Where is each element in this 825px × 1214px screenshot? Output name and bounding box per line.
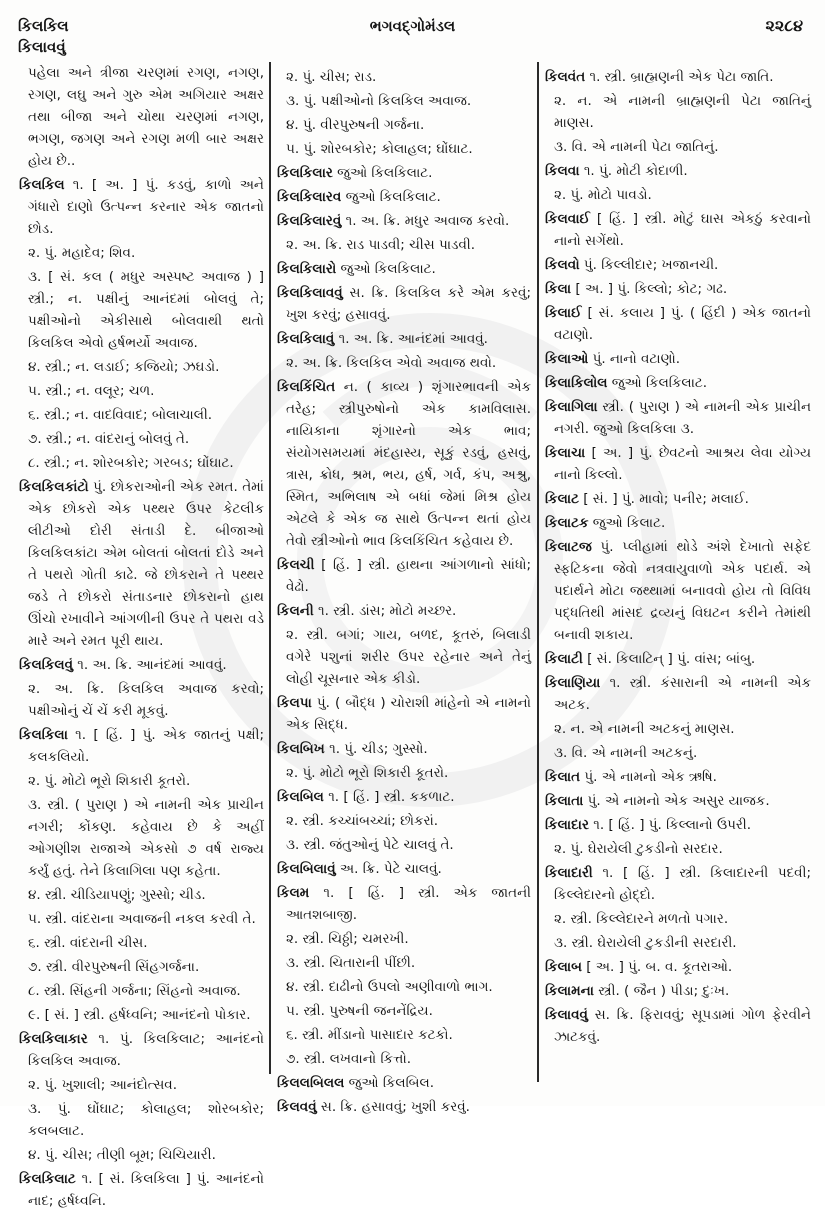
column-2 bbox=[277, 66, 531, 1120]
dictionary-entry bbox=[545, 66, 811, 88]
definition-text: પું. એ નામનો એક ઋષિ. bbox=[584, 769, 717, 785]
headword: કિલવવું bbox=[277, 1099, 317, 1115]
sense-item: ૪. સ્ત્રી. દાઢીનો ઉપલો અણીવાળો ભાગ. bbox=[286, 979, 493, 995]
headword: કિલાટ bbox=[545, 491, 579, 507]
sense-item: ૨. સ્ત્રી. ચિઠ્ઠી; ચમરખી. bbox=[286, 931, 409, 947]
headword: કિલવાઈ bbox=[545, 211, 590, 227]
definition-text: [ સં. ] પું. માવો; પનીર; મલાઈ. bbox=[583, 491, 749, 507]
dictionary-entry bbox=[545, 208, 811, 252]
headword: કિલકિંચિત bbox=[277, 379, 336, 395]
sense-item: ૨. અ. ક્રિ. રાડ પાડવી; ચીસ પાડવી. bbox=[286, 237, 476, 253]
headword: કિલાદારી bbox=[545, 865, 593, 881]
sense-item: ૯. [ સં. ] સ્ત્રી. હર્ષધ્વનિ; આનંદનો પોકાર. bbox=[28, 1007, 251, 1023]
dictionary-entry bbox=[19, 174, 264, 240]
headword: કિલબિલાવું bbox=[277, 861, 336, 877]
sense-item: ૮. સ્ત્રી. સિંહની ગર્જના; સિંહનો અવાજ. bbox=[28, 983, 241, 999]
dictionary-entry bbox=[19, 1168, 264, 1212]
definition-text: પું. પ્લીહામાં થોડે અંશે દેખાતો સફેદ સ્ફટિકના જેવો નત્રવાયુવાળો એક પદાર્થ. એ પદાર્થને મોટા જથ્થામાં બનાવવો હોય તો વિવિધ પદ્ધતિથી માંસદ દ્રવ્યનું વિઘટન કરીને તેમાંથી બનાવી શકાય. bbox=[554, 539, 811, 643]
sense-item: ૩. સ્ત્રી. ( પુરાણ ) એ નામની એક પ્રાચીન નગરી; કોંકણ. કહેવાય છે કે અહીં ઓગણીશ રાજાએ એકસો ૭ વર્ષ રાજ્ય કર્યું હતું. તેને કિલાગિલા પણ કહેતા. bbox=[28, 797, 264, 879]
definition-text: ૧. સ્ત્રી. કંસારાની એ નામની એક અટક. bbox=[554, 675, 812, 713]
headword: કિલની bbox=[277, 603, 314, 619]
sense-item: ૨. પું. મહાદેવ; શિવ. bbox=[28, 245, 136, 261]
sense-item: ૪. પું. વીરપુરુષની ગર્જના. bbox=[286, 117, 425, 133]
definition-text: [ સં. કલાય ] પું. ( હિંદી ) એક જાતનો વટાણો. bbox=[554, 305, 812, 343]
dictionary-entry bbox=[545, 814, 811, 836]
definition-text: [ અ. ] પું. કિલ્લો; કોટ; ગઢ. bbox=[575, 281, 728, 297]
column-divider bbox=[269, 62, 271, 1074]
definition-text: પું. કિલ્લીદાર; ખજાનચી. bbox=[583, 257, 719, 273]
cross-reference: જુઓ કિલબિલ. bbox=[348, 1075, 435, 1091]
headword: કિલકિલાવવું bbox=[277, 285, 343, 301]
sense-item: ૪. પું. ચીસ; તીણી બૂમ; ચિચિયારી. bbox=[28, 1147, 216, 1163]
column-divider bbox=[537, 62, 539, 1082]
book-title: ભગવદ્ગોમંડલ bbox=[369, 17, 456, 35]
definition-text: ૧. [ હિં. ] પું. એક જાતનું પક્ષી; કલકલિયો. bbox=[28, 727, 264, 765]
headword: કિલબિખ bbox=[277, 741, 325, 757]
continued-text: પહેલા અને ત્રીજા ચરણમાં રગણ, નગણ, રગણ, લઘુ અને ગુરુ એમ અગિયાર અક્ષર તથા બીજા અને ચોથા ચરણમાં નગણ, ભગણ, જગણ અને રગણ મળી બાર અક્ષર હોય છે.. bbox=[28, 65, 264, 169]
dictionary-entry bbox=[277, 376, 531, 552]
sense-item: ૨. પું. મોટો પાવડો. bbox=[554, 187, 652, 203]
sense-item: ૩. પું. પક્ષીઓનો કિલકિલ અવાજ. bbox=[286, 93, 472, 109]
dictionary-entry bbox=[545, 672, 811, 716]
dictionary-entry bbox=[545, 790, 811, 812]
page-number: ૨૨૮૪ bbox=[765, 16, 803, 35]
dictionary-entry bbox=[277, 210, 531, 232]
cross-reference: જુઓ કિલકિલાટ. bbox=[345, 189, 441, 205]
definition-text: પું. છોકરાઓની એક રમત. તેમાં એક છોકરો એક પથ્થર ઉપર કેટલીક લીટીઓ દોરી સંતાડી દે. બીજાઓ કિલકિલકાંટા એમ બોલતાં બોલતાં દોડે અને તે પથરો ગોતી કાઢે. જે છોકરાને તે પથ્થર જડે તે છોકરો સંતાડનાર છોકરાનો હાથ ઊંચો રખાવીને આંગળીની ઉપર તે પથરા વડે મારે અને રમત પૂરી થાય. bbox=[28, 479, 264, 649]
definition-text: [ અ. ] પું. બ. વ. કૂતરાઓ. bbox=[586, 959, 733, 975]
sense-item: ૬. સ્ત્રી.; ન. વાદવિવાદ; બોલાચાલી. bbox=[28, 407, 213, 423]
running-head-last: કિલાવવું bbox=[18, 38, 66, 56]
dictionary-entry bbox=[19, 476, 264, 652]
definition-text: [ હિં. ] સ્ત્રી. હાથના આંગળાનો સાંધો; વેઢો. bbox=[286, 557, 531, 595]
definition-text: સ. ક્રિ. હસાવવું; ખુશી કરવું. bbox=[320, 1099, 470, 1115]
definition-text: [ હિં. ] સ્ત્રી. મોટું ઘાસ એકઠું કરવાનો નાનો સગેંથો. bbox=[554, 211, 812, 249]
dictionary-entry bbox=[19, 724, 264, 768]
definition-text: ૧. અ. ક્રિ. આનંદમાં આવવું. bbox=[77, 657, 227, 673]
headword: કિલાકિલોલ bbox=[545, 375, 608, 391]
definition-text: ૧. પું. ચીડ; ગુસ્સો. bbox=[329, 741, 428, 757]
sense-item: ૨. ન. એ નામની અટકનું માણસ. bbox=[554, 721, 735, 737]
dictionary-entry bbox=[277, 882, 531, 926]
headword: કિલપા bbox=[277, 695, 312, 711]
sense-item: ૩. સ્ત્રી. ચિતારાની પીંછી. bbox=[286, 955, 416, 971]
sense-item: ૨. પું. મોટો ભૂરો શિકારી કૂતરો. bbox=[286, 765, 449, 781]
definition-text: ૧. [ અ. ] પું. કડવું, કાળો અને ગંધારો દાણો ઉત્પન્ન કરનાર એક જાતનો છોડ. bbox=[28, 177, 264, 237]
headword: કિલમ bbox=[277, 885, 310, 901]
headword: કિલલબિલલ bbox=[277, 1075, 345, 1091]
running-head-first: કિલકિલ bbox=[18, 17, 69, 35]
headword: કિલાટજ bbox=[545, 539, 592, 555]
column-1 bbox=[19, 62, 264, 1214]
headword: કિલા bbox=[545, 281, 572, 297]
definition-text: સ્ત્રી. ( પુરાણ ) એ નામની એક પ્રાચીન નગરી. જુઓ કિલકિલા ૩. bbox=[554, 399, 811, 437]
headword: કિલકિલ bbox=[19, 177, 65, 193]
headword: કિલાણિયા bbox=[545, 675, 601, 691]
sense-item: ૭. સ્ત્રી. લખવાનો કિત્તો. bbox=[286, 1051, 412, 1067]
dictionary-entry bbox=[545, 348, 811, 370]
sense-item: ૬. સ્ત્રી. મીંડાનો પાસાદાર કટકો. bbox=[286, 1027, 453, 1043]
sense-item: ૫. પું. શોરબકોર; કોલાહલ; ઘોંઘાટ. bbox=[286, 141, 473, 157]
dictionary-entry bbox=[277, 162, 531, 184]
sense-item: ૨. અ. ક્રિ. કિલકિલ એવો અવાજ થવો. bbox=[286, 355, 497, 371]
sense-item: ૩. વિ. એ નામની પેટા જાતિનું. bbox=[554, 139, 719, 155]
sense-item: ૩. વિ. એ નામની અટકનું. bbox=[554, 745, 698, 761]
sense-item: ૩. સ્ત્રી. ઘેરાયેલી ટુકડીની સરદારી. bbox=[554, 935, 737, 951]
headword: કિલામના bbox=[545, 983, 594, 999]
dictionary-entry bbox=[277, 328, 531, 350]
dictionary-entry bbox=[545, 442, 811, 486]
definition-text: ૧. સ્ત્રી. ડાંસ; મોટો મચ્છર. bbox=[318, 603, 457, 619]
headword: કિલાવવું bbox=[545, 1007, 588, 1023]
dictionary-entry bbox=[277, 786, 531, 808]
dictionary-entry bbox=[545, 512, 811, 534]
dictionary-entry bbox=[545, 648, 811, 670]
headword: કિલાતા bbox=[545, 793, 584, 809]
headword: કિલાટક bbox=[545, 515, 589, 531]
definition-text: સ્ત્રી. ( જૈન ) પીડા; દુઃખ. bbox=[598, 983, 730, 999]
dictionary-entry bbox=[545, 278, 811, 300]
definition-text: સ. ક્રિ. કિલકિલ કરે એમ કરવું; ખુશ કરવું; હસાવવું. bbox=[286, 285, 531, 323]
dictionary-entry bbox=[277, 554, 531, 598]
dictionary-entry bbox=[545, 372, 811, 394]
sense-item: ૮. સ્ત્રી.; ન. શોરબકોર; ગરબડ; ઘોંઘાટ. bbox=[28, 455, 234, 471]
definition-text: ૧. [ હિં. ] સ્ત્રી. કકળાટ. bbox=[328, 789, 455, 805]
sense-item: ૫. સ્ત્રી. વાંદરાના અવાજની નકલ કરવી તે. bbox=[28, 911, 256, 927]
dictionary-entry bbox=[277, 738, 531, 760]
sense-item: ૫. સ્ત્રી.; ન. વલૂર; ચળ. bbox=[28, 383, 155, 399]
dictionary-entry bbox=[277, 692, 531, 736]
definition-text: સ. ક્રિ. ફિરાવવું; સૂપડામાં ગોળ ફેરવીને ઝાટકવું. bbox=[554, 1007, 811, 1045]
definition-text: ૧. [ સં. કિલકિલા ] પું. આનંદનો નાદ; હર્ષધ્વનિ. bbox=[28, 1171, 264, 1209]
definition-text: ૧. અ. ક્રિ. આનંદમાં આવવું. bbox=[338, 331, 488, 347]
headword: કિલાગિલા bbox=[545, 399, 598, 415]
headword: કિલકિલાકાર bbox=[19, 1031, 88, 1047]
dictionary-entry bbox=[545, 302, 811, 346]
definition-text: ૧. [ હિં. ] સ્ત્રી. કિલાદારની પદવી; કિલ્લેદારનો હોદ્દો. bbox=[554, 865, 811, 903]
dictionary-entry bbox=[545, 536, 811, 646]
sense-item: ૩. [ સં. કલ ( મધુર અસ્પષ્ટ અવાજ ) ] સ્ત્રી.; ન. પક્ષીનું આનંદમાં બોલવું તે; પક્ષીઓનો એકીસાથે બોલવાથી થતો કિલકિલ એવો હર્ષભર્યો અવાજ. bbox=[28, 269, 264, 351]
sense-item: ૨. પું. ખુશાલી; આનંદોત્સવ. bbox=[28, 1077, 178, 1093]
sense-item: ૩. પું. ઘોંઘાટ; કોલાહલ; શોરબકોર; કલબલાટ. bbox=[28, 1101, 264, 1139]
sense-item: ૬. સ્ત્રી. વાંદરાની ચીસ. bbox=[28, 935, 148, 951]
dictionary-entry bbox=[19, 654, 264, 676]
headword: કિલકિલારવ bbox=[277, 189, 342, 205]
headword: કિલકિલા bbox=[19, 727, 68, 743]
cross-reference: જુઓ કિલકિલાટ. bbox=[611, 375, 708, 391]
sense-item: ૫. સ્ત્રી. પુરુષની જનનેંદ્રિય. bbox=[286, 1003, 433, 1019]
headword: કિલવો bbox=[545, 257, 580, 273]
sense-item: ૨. પું. મોટો ભૂરો શિકારી કૂતરો. bbox=[28, 773, 191, 789]
sense-item: ૨. સ્ત્રી. કિલ્લેદારને મળતો પગાર. bbox=[554, 911, 729, 927]
dictionary-entry bbox=[277, 858, 531, 880]
dictionary-entry bbox=[545, 980, 811, 1002]
dictionary-entry bbox=[545, 862, 811, 906]
sense-item: ૨. અ. ક્રિ. કિલકિલ અવાજ કરવો; પક્ષીઓનું ચેં ચેં કરી મૂકવું. bbox=[28, 681, 264, 719]
definition-text: ૧. સ્ત્રી. બ્રાહ્મણની એક પેટા જાતિ. bbox=[589, 69, 774, 85]
sense-item: ૨. સ્ત્રી. કચ્ચાંબચ્ચાં; છોકરાં. bbox=[286, 813, 439, 829]
headword: કિલાટી bbox=[545, 651, 583, 667]
definition-text: [ સં. કિલાટિન્ ] પું. વાંસ; બાંબુ. bbox=[587, 651, 756, 667]
definition-text: પું. નાનો વટાણો. bbox=[592, 351, 681, 367]
column-3 bbox=[545, 66, 811, 1050]
definition-text: ૧. [ હિં. ] પું. કિલ્લાનો ઉપરી. bbox=[593, 817, 752, 833]
cross-reference: જુઓ કિલકિલાટ. bbox=[340, 261, 436, 277]
headword: કિલવંત bbox=[545, 69, 586, 85]
sense-item: ૨. પું. ઘેરાયેલી ટુકડીનો સરદાર. bbox=[554, 841, 723, 857]
headword: કિલાબ bbox=[545, 959, 582, 975]
sense-item: ૩. સ્ત્રી. જંતુઓનું પેટે ચાલવું તે. bbox=[286, 837, 454, 853]
dictionary-entry bbox=[277, 282, 531, 326]
dictionary-entry bbox=[545, 160, 811, 182]
definition-text: ૧. પું. કિલકિલાટ; આનંદનો કિલકિલ અવાજ. bbox=[28, 1031, 264, 1069]
sense-item: ૭. સ્ત્રી.; ન. વાંદરાનું બોલવું તે. bbox=[28, 431, 190, 447]
dictionary-entry bbox=[277, 600, 531, 622]
headword: કિલાઓ bbox=[545, 351, 589, 367]
headword: કિલકિલાવું bbox=[277, 331, 335, 347]
sense-item: ૨. પું. ચીસ; રાડ. bbox=[286, 69, 377, 85]
headword: કિલાદાર bbox=[545, 817, 589, 833]
sense-item: ૨. ન. એ નામની બ્રાહ્મણની પેટા જાતિનું માણસ. bbox=[554, 93, 811, 131]
dictionary-entry bbox=[545, 396, 811, 440]
headword: કિલાત bbox=[545, 769, 581, 785]
dictionary-entry bbox=[277, 1096, 531, 1118]
definition-text: ૧. [ હિં. ] સ્ત્રી. એક જાતની આતશબાજી. bbox=[286, 885, 531, 923]
sense-item: ૨. સ્ત્રી. બગાં; ગાય, બળદ, કૂતરું, બિલાડી વગેરે પશુનાં શરીર ઉપર રહેનાર અને તેનું લોહી ચૂસનાર એક કીડો. bbox=[286, 627, 531, 687]
headword: કિલકિલારવું bbox=[277, 213, 342, 229]
dictionary-entry bbox=[545, 488, 811, 510]
dictionary-entry bbox=[545, 1004, 811, 1048]
headword: કિલકિલકાંટો bbox=[19, 479, 89, 495]
headword: કિલકિલવું bbox=[19, 657, 73, 673]
headword: કિલબિલ bbox=[277, 789, 324, 805]
definition-text: [ અ. ] પું. છેવટનો આશ્રય લેવા યોગ્ય નાનો કિલ્લો. bbox=[554, 445, 812, 483]
headword: કિલકિલારો bbox=[277, 261, 337, 277]
headword: કિલવા bbox=[545, 163, 580, 179]
definition-text: પું. એ નામનો એક અસુર યાજક. bbox=[587, 793, 770, 809]
definition-text: ન. ( કાવ્ય ) શૃંગારભાવની એક તરેહ; સ્ત્રીપુરુષોનો એક કામવિલાસ. નાયિકાના શૃંગારનો એક ભાવ; સંયોગસમયમાં મંદહાસ્ય, સૂકું રડવું, હસવું, ત્રાસ, ક્રોધ, શ્રમ, ભય, હર્ષ, ગર્વ, કંપ, અશ્રુ, સ્મિત, અભિલાષ એ બધાં જેમાં મિશ્ર હોય એટલે કે એક જ સાથે ઉત્પન્ન થતાં હોય તેવો સ્ત્રીઓનો ભાવ કિલકિંચિત કહેવાય છે. bbox=[286, 379, 531, 549]
headword: કિલકિલાટ bbox=[19, 1171, 76, 1187]
dictionary-entry bbox=[545, 956, 811, 978]
sense-item: ૭. સ્ત્રી. વીરપુરુષની સિંહગર્જના. bbox=[28, 959, 200, 975]
cross-reference: જુઓ કિલાટ. bbox=[592, 515, 666, 531]
headword: કિલચી bbox=[277, 557, 315, 573]
definition-text: પું. ( બૌદ્ધ ) ચોરાશી માંહેનો એ નામનો એક સિદ્ધ. bbox=[286, 695, 531, 733]
headword: કિલાચા bbox=[545, 445, 586, 461]
cross-reference: જુઓ કિલકિલાટ. bbox=[337, 165, 433, 181]
headword: કિલકિલાર bbox=[277, 165, 333, 181]
sense-item: ૪. સ્ત્રી. ચીડિયાપણું; ગુસ્સો; ચીડ. bbox=[28, 887, 206, 903]
definition-text: અ. ક્રિ. પેટે ચાલવું. bbox=[339, 861, 442, 877]
dictionary-entry bbox=[277, 1072, 531, 1094]
dictionary-entry bbox=[545, 766, 811, 788]
definition-text: ૧. પું. મોટી કોદાળી. bbox=[583, 163, 688, 179]
dictionary-entry bbox=[277, 258, 531, 280]
dictionary-entry bbox=[277, 186, 531, 208]
dictionary-entry bbox=[545, 254, 811, 276]
headword: કિલાઈ bbox=[545, 305, 582, 321]
sense-item: ૪. સ્ત્રી.; ન. લડાઈ; કજિયો; ઝઘડો. bbox=[28, 359, 220, 375]
definition-text: ૧. અ. ક્રિ. મધુર અવાજ કરવો. bbox=[345, 213, 510, 229]
dictionary-entry bbox=[19, 1028, 264, 1072]
